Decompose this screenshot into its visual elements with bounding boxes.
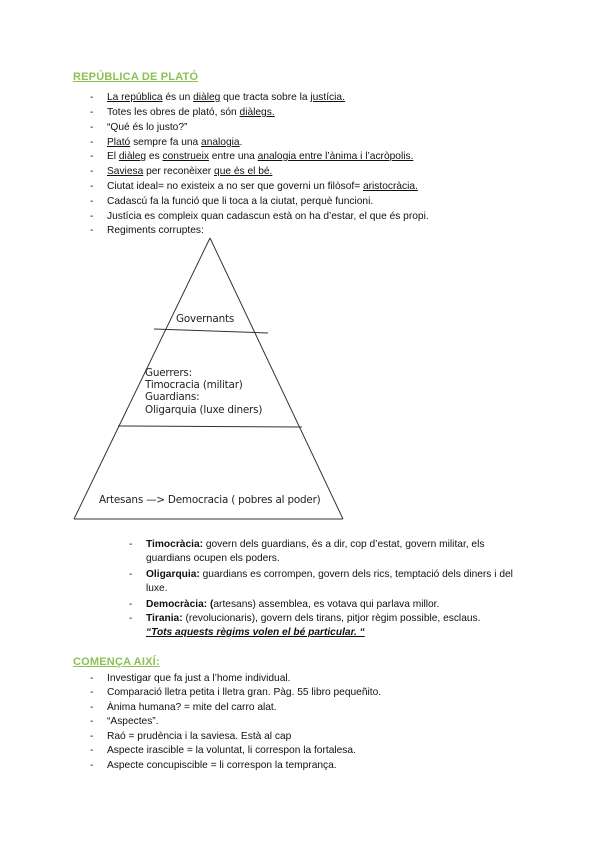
list-item: - Raó = prudència i la saviesa. Està al cap: [90, 731, 292, 742]
pyramid-label-artesans: Artesans —> Democracia ( pobres al poder): [99, 494, 321, 506]
list-item: - “Qué és lo justo?”: [90, 122, 188, 133]
list-item: - Saviesa per reconèixer que és el bé.: [90, 166, 273, 177]
pyramid-label-guerrers: Guerrers:: [145, 367, 192, 379]
closing-quote: “Tots aquests règims volen el bé particular. “: [146, 627, 365, 638]
pyramid-label-timocracia: Timocracia (militar): [145, 379, 243, 391]
pyramid-divider-middle: [118, 426, 302, 427]
pyramid-label-oligarquia: Oligarquia (luxe diners): [145, 404, 263, 416]
heading-comenca-aixi: COMENÇA AIXÍ:: [73, 656, 160, 668]
list-item: - Regiments corruptes:: [90, 225, 204, 236]
list-item: - “Aspectes”.: [90, 716, 159, 727]
pyramid-divider-top: [154, 329, 268, 333]
list-item: - Totes les obres de plató, són diàlegs.: [90, 107, 275, 118]
list-item: - Investigar que fa just a l’home individual.: [90, 673, 291, 684]
regime-item-timocracia: - Timocràcia: govern dels guardians, és a dir, cop d’estat, govern militar, els guardians ocupen els poders.: [129, 539, 485, 564]
list-item: - Aspecte concupiscible = li correspon la temprança.: [90, 760, 337, 771]
list-item: - Cadascú fa la funció que li toca a la ciutat, perquè funcioni.: [90, 196, 374, 207]
pyramid-label-governants: Governants: [176, 313, 235, 325]
heading-republica: REPÚBLICA DE PLATÓ: [73, 71, 199, 83]
regime-item-oligarquia: - Oligarquia: guardians es corrompen, govern dels rics, temptació dels diners i del luxe.: [129, 569, 513, 594]
list-item: - Plató sempre fa una analogia.: [90, 137, 243, 148]
list-item: - La república és un diàleg que tracta sobre la justícia.: [90, 92, 345, 103]
list-item: - Aspecte irascible = la voluntat, li correspon la fortalesa.: [90, 745, 356, 756]
list-item: - Comparació lletra petita i lletra gran. Pàg. 55 libro pequeñito.: [90, 687, 382, 698]
list-item: - Ciutat ideal= no existeix a no ser que governi un filòsof= aristocràcia.: [90, 181, 418, 192]
pyramid-label-guardians: Guardians:: [145, 391, 200, 403]
regime-item-democracia: - Democràcia: (artesans) assemblea, es votava qui parlava millor.: [129, 599, 440, 610]
list-item: - Justícia es compleix quan cadascun està on ha d’estar, el que és propi.: [90, 211, 429, 222]
list-item: - El diàleg es construeix entre una analogia entre l’ànima i l’acròpolis.: [90, 151, 414, 162]
list-item: - Ànima humana? = mite del carro alat.: [90, 702, 277, 713]
regime-item-tirania: - Tirania: (revolucionaris), govern dels tirans, pitjor règim possible, esclaus.: [129, 613, 481, 624]
